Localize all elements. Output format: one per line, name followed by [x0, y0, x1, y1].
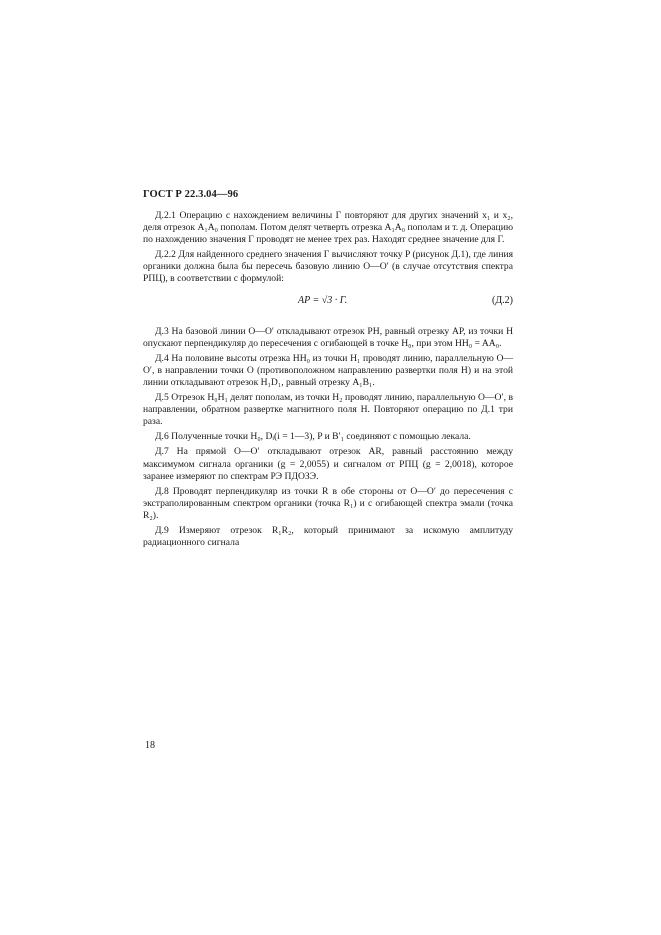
paragraph-d-3: Д.3 На базовой линии O—O′ откладывают отрезок PH, равный отрезку AP, из точки H опускают перпендикуляр до пересечения с огибающей в точке H₀, при этом HH₀ = AA₀. — [143, 325, 513, 349]
formula-number: (Д.2) — [492, 294, 513, 306]
paragraph-d-9: Д.9 Измеряют отрезок R₁R₂, который принимают за искомую амплитуду радиационного сигнала — [143, 524, 513, 549]
paragraph-d-4: Д.4 На половине высоты отрезка HH₀ из точки H₁ проводят линию, параллельную O—O′, в направлении точки O (противоположном направлению развертки поля H) и на этой линии откладывают отрезок H₁D₁, равный отрезку A₁B₁. — [143, 352, 513, 388]
document-header: ГОСТ Р 22.3.04—96 — [143, 189, 239, 200]
paragraph-d-2-1: Д.2.1 Операцию с нахождением величины Г повторяют для других значений x₁ и x₂, деля отрезок A₁A₀ пополам. Потом делят четверть отрезка A₁A₀ пополам и т. д. Операцию по нахождению значения Г проводят не менее трех раз. Находят среднее значение для Г. — [143, 210, 513, 246]
page-number: 18 — [145, 740, 155, 751]
paragraph-d-2-2: Д.2.2 Для найденного среднего значения Г вычисляют точку P (рисунок Д.1), где линия органики должна была бы пересечь базовую линию O—O′ (в случае отсутствия спектра РПЦ), в соответствии с формулой: — [143, 249, 513, 285]
paragraph-d-7: Д.7 На прямой O—O′ откладывают отрезок AR, равный расстоянию между максимумом сигнала органики (g = 2,0055) и сигналом от РПЦ (g = 2,0018), которое заранее измеряют по спектрам РЭ ПДОЗЭ. — [143, 446, 513, 482]
document-body — [143, 210, 513, 552]
paragraph-d-8: Д.8 Проводят перпендикуляр из точки R в обе стороны от O—O′ до пересечения с экстраполированным спектром органики (точка R₁) и с огибающей спектра эмали (точка R₂). — [143, 485, 513, 521]
paragraph-d-6: Д.6 Полученные точки H₀, Dᵢ(i = 1—3), P и B′₁ соединяют с помощью лекала. — [155, 431, 471, 443]
formula-expression: AP = √3 · Г. — [298, 294, 348, 306]
formula-d-2 — [143, 292, 513, 314]
paragraph-d-5: Д.5 Отрезок H₀H₁ делят пополам, из точки H₂ проводят линию, параллельную O—O′, в направлении, обратном развертке магнитного поля H. Повторяют операцию по Д.1 три раза. — [143, 392, 513, 428]
